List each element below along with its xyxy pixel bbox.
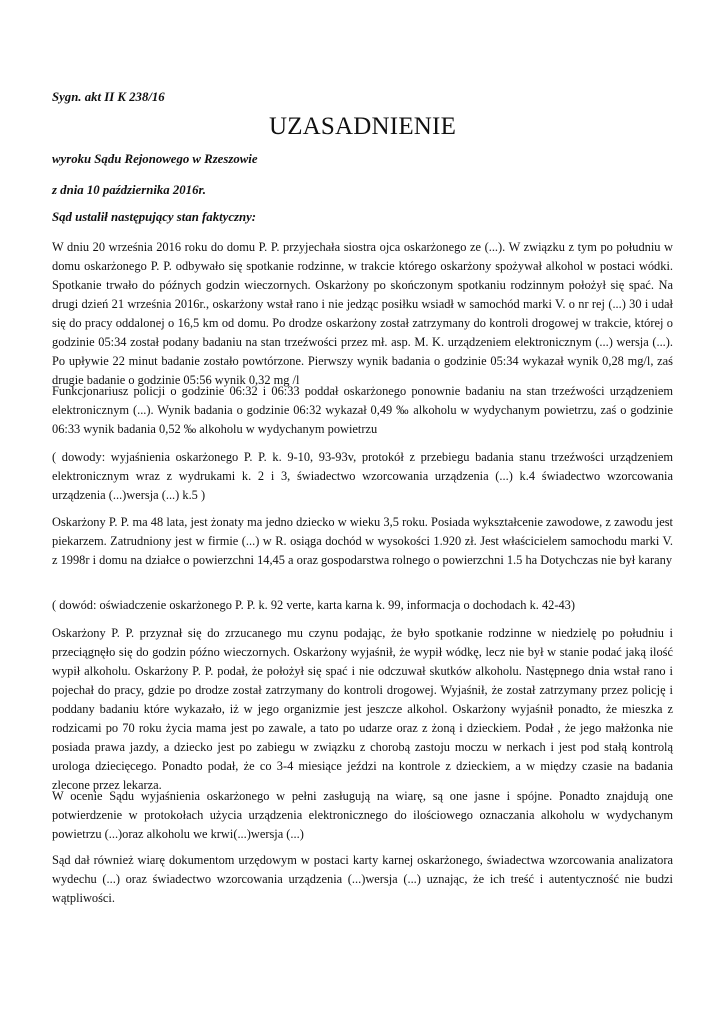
- case-number: Sygn. akt II K 238/16: [52, 90, 165, 104]
- paragraph-facts: W dniu 20 września 2016 roku do domu P. P. przyjechała siostra ojca oskarżonego ze (...). W związku z tym po południu w domu oskarżonego P. P. odbywało się spotkanie rodzinne, w trakcie którego oskarżony spożywał alkohol w postaci wódki. Spotkanie trwało do późnych godzin wieczornych. Oskarżony po skończonym spotkaniu rodzinnym położył się spać. Na drugi dzień 21 września 2016r., oskarżony wstał rano i nie jedząc posiłku wsiadł w samochód marki V. o nr rej (...) 30 i udał się do pracy oddalonej o 16,5 km od domu. Po drodze oskarżony został zatrzymany do kontroli drogowej w trakcie, której o godzinie 05:34 został podany badaniu na stan trzeźwości przez mł. asp. M. K. urządzeniem elektronicznym (...) wersja (...). Po upływie 22 minut badanie zostało powtórzone. Pierwszy wynik badania o godzinie 05:34 wykazał wynik 0,28 mg/l, zaś drugie badanie o godzinie 05:56 wynik 0,32 mg /l: [52, 240, 673, 387]
- paragraph-personal: Oskarżony P. P. ma 48 lata, jest żonaty ma jedno dziecko w wieku 3,5 roku. Posiada wykształcenie zawodowe, z zawodu jest piekarzem. Zatrudniony jest w firmie (...) w R. osiąga dochód w wysokości 1.920 zł. Jest właścicielem samochodu marki V. z 1998r i domu na działce o powierzchni 14,45 a oraz gospodarstwa rolnego o powierzchni 1.5 ha Dotychczas nie był karany: [52, 515, 673, 567]
- paragraph-credibility: W ocenie Sądu wyjaśnienia oskarżonego w pełni zasługują na wiarę, są one jasne i spójne. Ponadto znajdują one potwierdzenie w protokołach użycia urządzenia elektronicznego do ilościowego oznaczania alkoholu w wydychanym powietrzu (...)oraz alkoholu we krwi(...)wersja (...): [52, 789, 673, 841]
- paragraph-documents: Sąd dał również wiarę dokumentom urzędowym w postaci karty karnej oskarżonego, świadectwa wzorcowania analizatora wydechu (...) oraz świadectwo wzorcowania urządzenia (...)wersja (...) uznając, że ich treść i autentyczność nie budzi wątpliwości.: [52, 853, 673, 905]
- document-page: [52, 0, 673, 1024]
- court-subtitle: wyroku Sądu Rejonowego w Rzeszowie: [52, 152, 258, 166]
- paragraph-evidence-2: ( dowód: oświadczenie oskarżonego P. P. k. 92 verte, karta karna k. 99, informacja o dochodach k. 42-43): [52, 598, 576, 612]
- facts-heading: Sąd ustalił następujący stan faktyczny:: [52, 210, 257, 224]
- paragraph-second-test: Funkcjonariusz policji o godzinie 06:32 i 06:33 poddał oskarżonego ponownie badaniu na stan trzeźwości urządzeniem elektronicznym (...). Wynik badania o godzinie 06:32 wykazał 0,49 ‰ alkoholu w wydychanym powietrzu, zaś o godzinie 06:33 wynik badania 0,52 ‰ alkoholu w wydychanym powietrzu: [52, 384, 673, 436]
- date-subtitle: z dnia 10 października 2016r.: [52, 183, 206, 197]
- paragraph-evidence-1: ( dowody: wyjaśnienia oskarżonego P. P. k. 9-10, 93-93v, protokół z przebiegu badania stanu trzeźwości urządzeniem elektronicznym wraz z wydrukami k. 2 i 3, świadectwo wzorcowania urządzenia (...) k.4 świadectwo wzorcowania urządzenia (...)wersja (...) k.5 ): [52, 450, 673, 502]
- document-title: UZASADNIENIE: [268, 113, 457, 140]
- paragraph-explanations: Oskarżony P. P. przyznał się do zrzucanego mu czynu podając, że było spotkanie rodzinne w niedzielę po południu i przeciągnęło się do godzin późno wieczornych. Oskarżony wyjaśnił, że wypił wódkę, lecz nie był w stanie podać jaką ilość wypił alkoholu. Oskarżony P. P. podał, że położył się spać i nie odczuwał skutków alkoholu. Następnego dnia wstał rano i pojechał do pracy, gdzie po drodze został zatrzymany do kontroli drogowej. Wyjaśnił, że został zatrzymany przez policję i poddany badaniu które wykazało, iż w jego organizmie jest jeszcze alkohol. Oskarżony wyjaśnił ponadto, że mieszka z rodzicami po 70 roku życia mama jest po zawale, a tato po udarze oraz z żoną i dzieckiem. Podał , że jego małżonka nie posiada prawa jazdy, a dziecko jest po zabiegu w związku z chorobą zastoju moczu w nerkach i jest pod stałą kontrolą urologa dziecięcego. Ponadto podał, że co 3-4 miesiące jeździ na kontrole z dzieckiem, a w między czasie na badania zlecone przez lekarza.: [52, 626, 673, 792]
